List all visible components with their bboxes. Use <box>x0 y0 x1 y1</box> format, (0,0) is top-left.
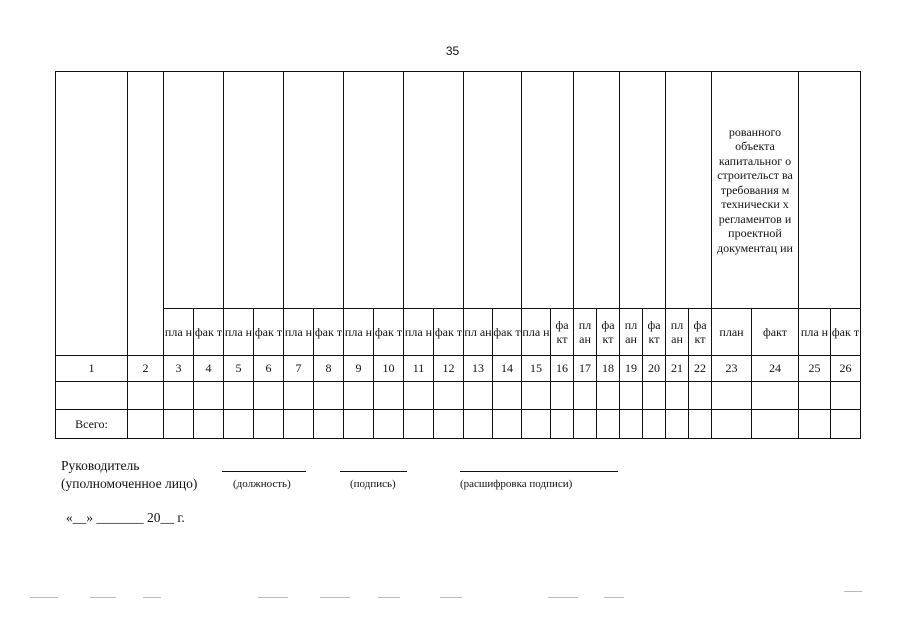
plan-fact-header: фак т <box>434 309 464 356</box>
data-cell <box>551 382 574 410</box>
plan-fact-header: пла н <box>164 309 194 356</box>
plan-fact-header: пла н <box>224 309 254 356</box>
data-cell <box>404 382 434 410</box>
data-cell <box>643 382 666 410</box>
plan-fact-header: фа кт <box>551 309 574 356</box>
column-number: 2 <box>128 356 164 382</box>
scan-artifact <box>844 591 862 592</box>
header-note-cell: рованного объекта капитальног о строительст ва требования м технически х регламентов и проектной документац ии <box>712 72 799 309</box>
scan-artifact <box>258 597 288 598</box>
data-cell <box>344 382 374 410</box>
data-cell <box>56 382 128 410</box>
plan-fact-header: пл ан <box>620 309 643 356</box>
total-cell <box>689 410 712 439</box>
total-cell <box>522 410 551 439</box>
total-cell <box>493 410 522 439</box>
plan-fact-header: фак т <box>493 309 522 356</box>
column-number: 23 <box>712 356 752 382</box>
decoding-line <box>460 471 618 472</box>
decoding-caption: (расшифровка подписи) <box>460 478 573 490</box>
total-cell <box>666 410 689 439</box>
group-header-cell <box>620 72 666 309</box>
plan-fact-header: фа кт <box>643 309 666 356</box>
scan-artifact <box>378 597 400 598</box>
page-number: 35 <box>445 44 460 58</box>
position-line <box>222 471 306 472</box>
scan-artifact <box>320 597 350 598</box>
group-header-cell <box>284 72 344 309</box>
plan-fact-row <box>56 309 861 356</box>
column-number: 22 <box>689 356 712 382</box>
data-cell <box>434 382 464 410</box>
total-cell <box>620 410 643 439</box>
total-cell <box>597 410 620 439</box>
header-row <box>56 72 861 309</box>
head-subtitle: (уполномоченное лицо) <box>61 476 198 491</box>
date-line: «__» _______ 20__ г. <box>66 510 185 525</box>
plan-fact-header: фа кт <box>597 309 620 356</box>
total-cell <box>224 410 254 439</box>
total-cell <box>799 410 831 439</box>
plan-fact-header: фа кт <box>689 309 712 356</box>
plan-fact-header: пла н <box>522 309 551 356</box>
data-cell <box>574 382 597 410</box>
signature-caption: (подпись) <box>350 478 396 490</box>
data-cell <box>597 382 620 410</box>
column-number: 7 <box>284 356 314 382</box>
total-cell <box>254 410 284 439</box>
data-cell <box>254 382 284 410</box>
scan-artifact <box>604 597 624 598</box>
group-header-cell <box>799 72 861 309</box>
plan-fact-header: пл ан <box>666 309 689 356</box>
column-number: 21 <box>666 356 689 382</box>
data-cell <box>831 382 861 410</box>
column-number: 6 <box>254 356 284 382</box>
plan-fact-header: фак т <box>314 309 344 356</box>
total-label: Всего: <box>56 410 128 439</box>
total-cell <box>464 410 493 439</box>
plan-fact-header: пла н <box>344 309 374 356</box>
total-cell <box>434 410 464 439</box>
position-caption: (должность) <box>233 478 291 490</box>
column-number: 14 <box>493 356 522 382</box>
header-cell-2 <box>128 72 164 356</box>
column-number: 15 <box>522 356 551 382</box>
data-cell <box>689 382 712 410</box>
total-cell <box>551 410 574 439</box>
plan-fact-header: пла н <box>404 309 434 356</box>
column-number-row <box>56 356 861 382</box>
data-cell <box>493 382 522 410</box>
plan-fact-header: фак т <box>254 309 284 356</box>
group-header-cell <box>522 72 574 309</box>
column-number: 9 <box>344 356 374 382</box>
column-number: 19 <box>620 356 643 382</box>
data-cell <box>620 382 643 410</box>
column-number: 13 <box>464 356 493 382</box>
data-cell <box>194 382 224 410</box>
head-title: Руководитель <box>61 458 140 473</box>
data-cell <box>284 382 314 410</box>
column-number: 4 <box>194 356 224 382</box>
data-cell <box>464 382 493 410</box>
plan-fact-header: факт <box>752 309 799 356</box>
group-header-cell <box>464 72 522 309</box>
total-cell <box>574 410 597 439</box>
data-cell <box>224 382 254 410</box>
scan-artifact <box>90 597 116 598</box>
column-number: 8 <box>314 356 344 382</box>
data-cell <box>314 382 344 410</box>
total-cell <box>284 410 314 439</box>
total-cell <box>712 410 752 439</box>
signature-line <box>340 471 407 472</box>
scan-artifact <box>143 597 161 598</box>
column-number: 24 <box>752 356 799 382</box>
total-cell <box>831 410 861 439</box>
column-number: 10 <box>374 356 404 382</box>
scan-artifact <box>440 597 462 598</box>
data-cell <box>164 382 194 410</box>
group-header-cell <box>164 72 224 309</box>
scan-artifact <box>548 597 578 598</box>
total-cell <box>404 410 434 439</box>
group-header-cell <box>224 72 284 309</box>
column-number: 25 <box>799 356 831 382</box>
data-cell <box>374 382 404 410</box>
table-row <box>56 382 861 410</box>
group-header-cell <box>344 72 404 309</box>
total-cell <box>643 410 666 439</box>
column-number: 11 <box>404 356 434 382</box>
column-number: 12 <box>434 356 464 382</box>
total-cell <box>128 410 164 439</box>
column-number: 16 <box>551 356 574 382</box>
total-cell <box>752 410 799 439</box>
total-row <box>56 410 861 439</box>
plan-fact-header: пл ан <box>574 309 597 356</box>
total-cell <box>374 410 404 439</box>
header-cell-1 <box>56 72 128 356</box>
total-cell <box>314 410 344 439</box>
data-cell <box>712 382 752 410</box>
column-number: 20 <box>643 356 666 382</box>
column-number: 3 <box>164 356 194 382</box>
data-cell <box>522 382 551 410</box>
report-table <box>55 71 861 439</box>
column-number: 5 <box>224 356 254 382</box>
total-cell <box>164 410 194 439</box>
group-header-cell <box>666 72 712 309</box>
plan-fact-header: фак т <box>194 309 224 356</box>
group-header-cell <box>404 72 464 309</box>
plan-fact-header: пла н <box>284 309 314 356</box>
data-cell <box>666 382 689 410</box>
plan-fact-header: фак т <box>831 309 861 356</box>
column-number: 1 <box>56 356 128 382</box>
column-number: 18 <box>597 356 620 382</box>
data-cell <box>752 382 799 410</box>
plan-fact-header: пл ан <box>464 309 493 356</box>
plan-fact-header: фак т <box>374 309 404 356</box>
total-cell <box>194 410 224 439</box>
plan-fact-header: пла н <box>799 309 831 356</box>
column-number: 17 <box>574 356 597 382</box>
group-header-cell <box>574 72 620 309</box>
column-number: 26 <box>831 356 861 382</box>
plan-fact-header: план <box>712 309 752 356</box>
data-cell <box>128 382 164 410</box>
total-cell <box>344 410 374 439</box>
scan-artifact <box>30 597 58 598</box>
data-cell <box>799 382 831 410</box>
